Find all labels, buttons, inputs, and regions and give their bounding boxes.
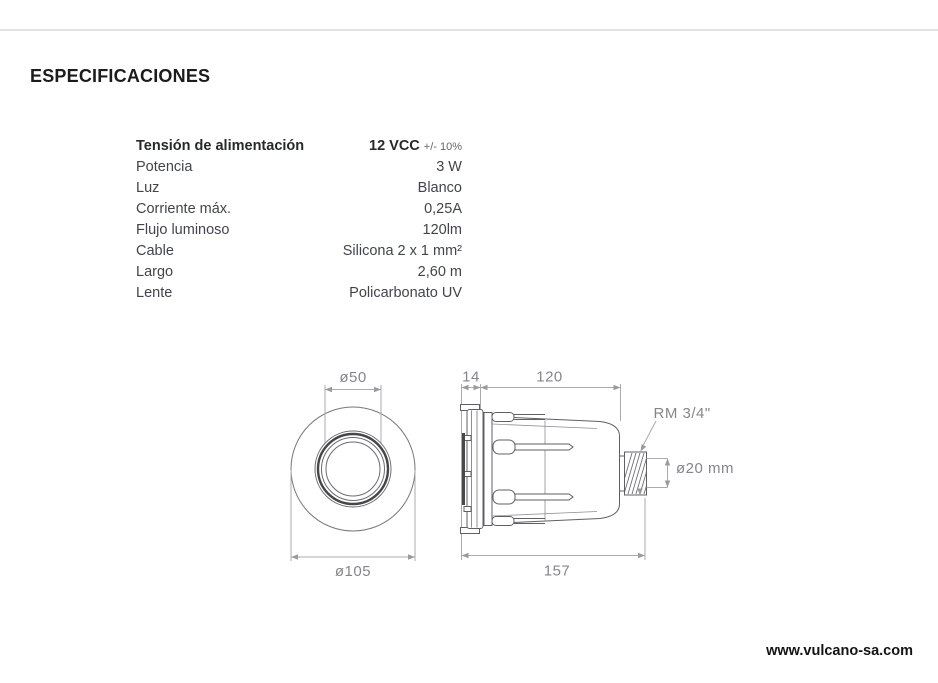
- spec-label: Corriente máx.: [136, 201, 232, 217]
- front-view: [291, 369, 415, 580]
- spec-value: 120lm: [422, 222, 462, 238]
- spec-value: 3 W: [436, 159, 462, 175]
- spec-value: Policarbonato UV: [349, 285, 462, 301]
- spec-label: Lente: [136, 285, 173, 301]
- dim-label-body-120: 120: [536, 368, 563, 386]
- dimension-diameter-105: [291, 470, 415, 561]
- side-view: [461, 369, 735, 580]
- body-outline: [492, 417, 620, 524]
- mounting-tabs: [492, 413, 573, 526]
- gland-dimension: [647, 459, 668, 488]
- spec-value: Blanco: [417, 180, 462, 196]
- spec-label: Luz: [136, 180, 160, 196]
- spec-value: 12 VCC: [369, 138, 420, 154]
- footer-website: www.vulcano-sa.com: [766, 643, 913, 659]
- dim-label-total-157: 157: [543, 562, 571, 580]
- spec-value-tolerance: +/- 10%: [423, 141, 462, 153]
- spec-value: 0,25A: [424, 201, 462, 217]
- dim-label-flange-14: 14: [462, 368, 480, 386]
- spec-label: Cable: [136, 243, 174, 259]
- dim-label-diameter-50: ø50: [339, 369, 367, 386]
- front-view-circles: [291, 407, 415, 531]
- spec-label: Potencia: [136, 159, 193, 175]
- spacer-plate: [484, 413, 492, 526]
- spec-label: Largo: [136, 264, 174, 280]
- spec-label: Tensión de alimentación: [136, 138, 305, 154]
- dim-label-gland-20mm: ø20 mm: [676, 460, 735, 477]
- spec-value: 2,60 m: [417, 264, 462, 280]
- spec-label: Flujo luminoso: [136, 222, 230, 238]
- dim-label-diameter-105: ø105: [334, 563, 372, 580]
- page-title: ESPECIFICACIONES: [30, 66, 211, 86]
- spec-value: Silicona 2 x 1 mm²: [342, 243, 462, 259]
- dim-label-thread-rm34: RM 3/4": [653, 405, 711, 422]
